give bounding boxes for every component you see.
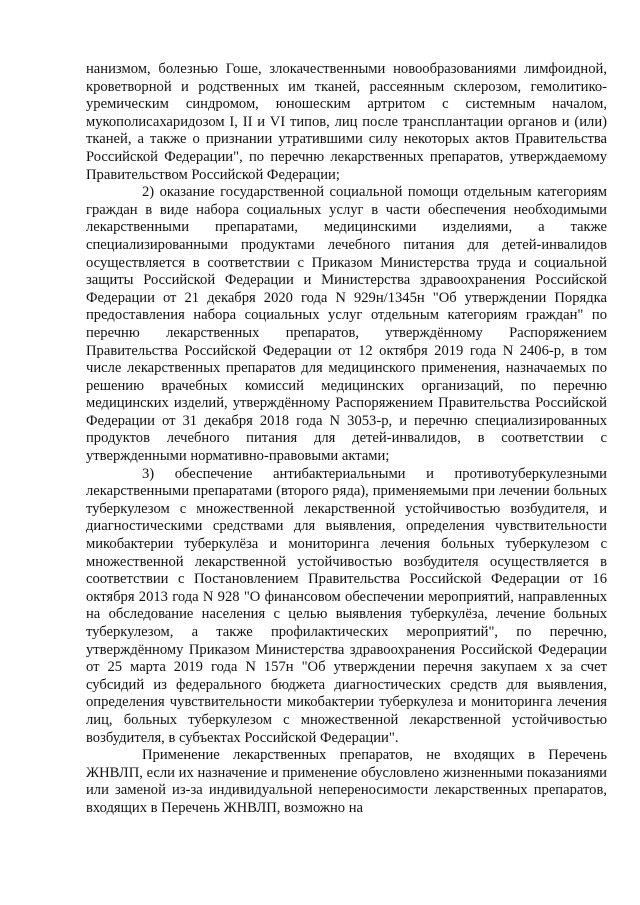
document-body: [86, 61, 607, 818]
paragraph-item-3: 3) обеспечение антибактериальными и противотуберкулезными лекарственными препаратами (второго ряда), применяемыми при лечении больных туберкулезом с множественной лекарственной устойчивостью возбудителя, и диагностическими средствами для выявления, определения чувствительности микобактерии туберкулёза и мониторинга лечения больных туберкулезом с множественной лекарственной устойчивостью возбудителя осуществляется в соответствии с Постановлением Правительства Российской Федерации от 16 октября 2013 года N 928 "О финансовом обеспечении мероприятий, направленных на обследование населения с целью выявления туберкулёза, лечение больных туберкулезом, а также профилактических мероприятий", по перечню, утверждённому Приказом Министерства здравоохранения Российской Федерации от 25 марта 2019 года N 157н "Об утверждении перечня закупаем х за счет субсидий из федерального бюджета диагностических средств для выявления, определения чувствительности микобактерии туберкулеза и мониторинга лечения лиц, больных туберкулезом с множественной лекарственной устойчивостью возбудителя, в субъектах Российской Федерации".: [86, 465, 607, 746]
paragraph-application: Применение лекарственных препаратов, не входящих в Перечень ЖНВЛП, если их назначение и применение обусловлено жизненными показаниями или заменой из-за индивидуальной непереносимости лекарственных препаратов, входящих в Перечень ЖНВЛП, возможно на: [86, 747, 607, 816]
paragraph-item-2: 2) оказание государственной социальной помощи отдельным категориям граждан в виде набора социальных услуг в части обеспечения необходимыми лекарственными препаратами, медицинскими изделиями, а также специализированными продуктами лечебного питания для детей-инвалидов осуществляется в соответствии с Приказом Министерства труда и социальной защиты Российской Федерации и Министерства здравоохранения Российской Федерации от 21 декабря 2020 года N 929н/1345н "Об утверждении Порядка предоставления набора социальных услуг отдельным категориям граждан" по перечню лекарственных препаратов, утверждённому Распоряжением Правительства Российской Федерации от 12 октября 2019 года N 2406-р, в том числе лекарственных препаратов для медицинского применения, назначаемых по решению врачебных комиссий медицинских организаций, по перечню медицинских изделий, утверждённому Распоряжением Правительства Российской Федерации от 31 декабря 2018 года N 3053-р, и перечню специализированных продуктов лечебного питания для детей-инвалидов, в соответствии с утвержденными нормативно-правовыми актами;: [86, 184, 607, 465]
paragraph-continuation: нанизмом, болезнью Гоше, злокачественными новообразованиями лимфоидной, кроветворной и родственных им тканей, рассеянным склерозом, гемолитико-уремическим синдромом, юношеским артритом с системным началом, мукополисахаридозом I, II и VI типов, лиц после трансплантации органов и (или) тканей, а также о признании утратившими силу некоторых актов Правительства Российской Федерации", по перечню лекарственных препаратов, утверждаемому Правительством Российской Федерации;: [86, 61, 607, 183]
